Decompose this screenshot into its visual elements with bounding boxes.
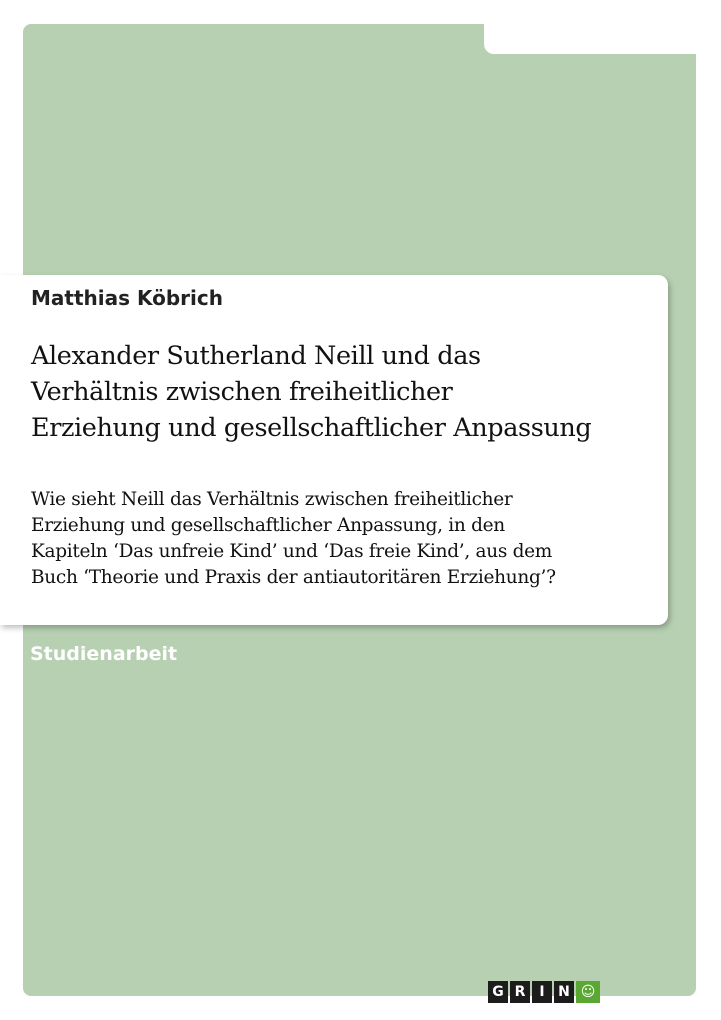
publisher-logo <box>488 981 600 1003</box>
logo-letter-g: G <box>488 981 508 1003</box>
book-title <box>31 338 651 446</box>
book-subtitle <box>31 487 651 591</box>
title-line: Alexander Sutherland Neill und das <box>31 341 481 371</box>
title-line: Verhältnis zwischen freiheitlicher <box>31 377 453 407</box>
document-type: Studienarbeit <box>30 643 178 665</box>
author-name: Matthias Köbrich <box>31 286 223 310</box>
logo-letter-n: N <box>554 981 574 1003</box>
title-line: Erziehung und gesellschaftlicher Anpassung <box>31 413 592 443</box>
subtitle-line: Erziehung und gesellschaftlicher Anpassung, in den <box>31 515 505 536</box>
smile-icon: ☺ <box>576 981 600 1003</box>
cover-notch <box>484 24 696 54</box>
subtitle-line: Buch ‘Theorie und Praxis der antiautoritären Erziehung’? <box>31 567 556 588</box>
logo-letter-i: I <box>532 981 552 1003</box>
subtitle-line: Kapiteln ‘Das unfreie Kind’ und ‘Das freie Kind’, aus dem <box>31 541 553 562</box>
subtitle-line: Wie sieht Neill das Verhältnis zwischen freiheitlicher <box>31 489 513 510</box>
logo-letter-r: R <box>510 981 530 1003</box>
title-card <box>0 275 668 625</box>
